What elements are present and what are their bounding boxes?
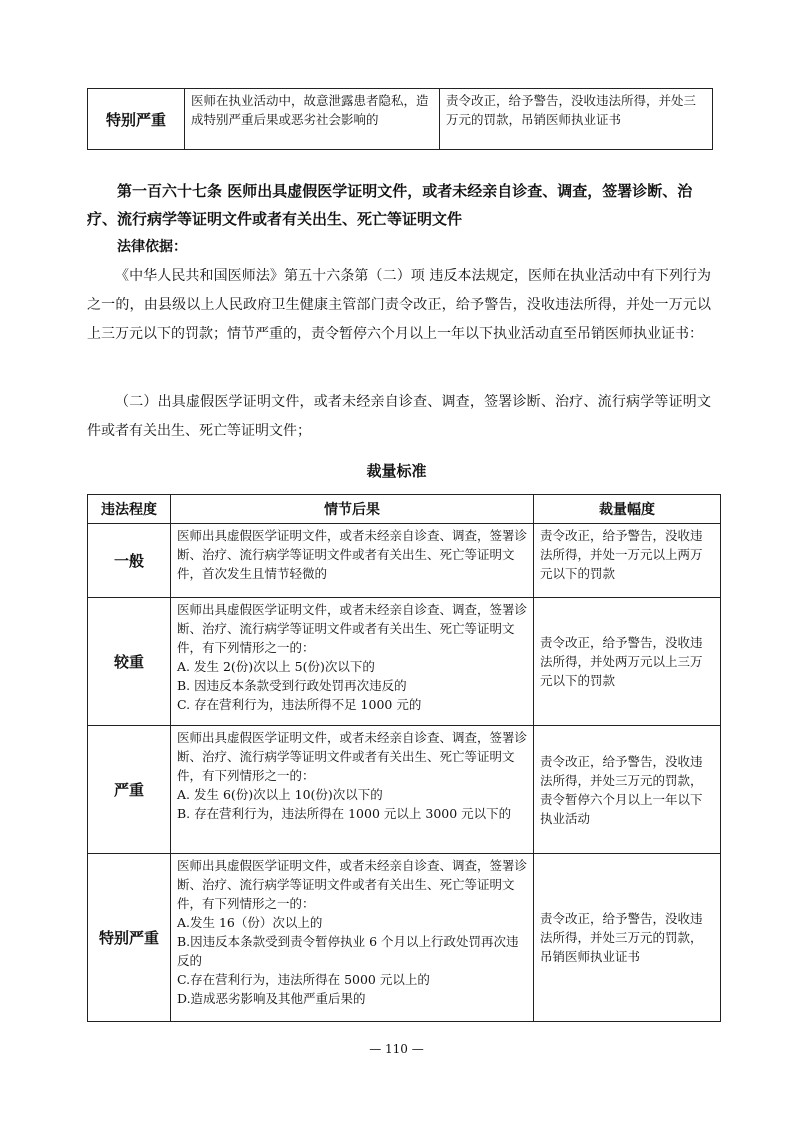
table-header-row — [88, 495, 721, 524]
legal-basis-paragraph: 《中华人民共和国医师法》第五十六条第（二）项 违反本法规定，医师在执业活动中有下列行为之一的，由县级以上人民政府卫生健康主管部门责令改正，给予警告，没收违法所得，并处一万元以上三万元以下的罚款；情节严重的，责令暂停六个月以上一年以下执业活动直至吊销医师执业证书： — [87, 268, 711, 342]
legal-basis-title: 法律依据： — [117, 239, 187, 255]
penalty-text: 责令改正，给予警告，没收违法所得，并处三万元的罚款，责令暂停六个月以上一年以下执业活动 — [534, 726, 721, 854]
condition-item: C.存在营利行为，违法所得在 5000 元以上的 — [177, 972, 430, 987]
condition-item: A. 发生 2(份)次以上 5(份)次以下的 — [177, 659, 375, 674]
severity-level: 特别严重 — [88, 854, 171, 1022]
circumstance-text: 医师出具虚假医学证明文件，或者未经亲自诊查、调查，签署诊断、治疗、流行病学等证明文件或者有关出生、死亡等证明文件，首次发生且情节轻微的 — [177, 528, 528, 581]
standard-title: 裁量标准 — [366, 462, 427, 480]
circumstance-cell — [171, 854, 534, 1022]
circumstance-cell — [171, 524, 534, 598]
discretion-standard-table — [87, 494, 721, 1022]
condition-item: B.因违反本条款受到责令暂停执业 6 个月以上行政处罚再次违反的 — [177, 934, 519, 968]
header-level: 违法程度 — [88, 495, 171, 524]
penalty-text: 责令改正，给予警告，没收违法所得，并处一万元以上两万元以下的罚款 — [534, 524, 721, 598]
condition-item: A.发生 16（份）次以上的 — [177, 915, 323, 930]
table-row — [88, 524, 721, 598]
condition-item: C. 存在营利行为，违法所得不足 1000 元的 — [177, 697, 422, 712]
article-heading: 第一百六十七条 医师出具虚假医学证明文件，或者未经亲自诊查、调查，签署诊断、治疗、流行病学等证明文件或者有关出生、死亡等证明文件 — [87, 182, 693, 228]
header-circumstance: 情节后果 — [171, 495, 534, 524]
penalty-text: 责令改正，给予警告，没收违法所得，并处三万元的罚款，吊销医师执业证书 — [440, 89, 713, 150]
condition-item: D.造成恶劣影响及其他严重后果的 — [177, 991, 366, 1006]
top-continuation-table — [87, 88, 713, 150]
circumstance-cell — [171, 726, 534, 854]
legal-basis-item: （二）出具虚假医学证明文件，或者未经亲自诊查、调查，签署诊断、治疗、流行病学等证明文件或者有关出生、死亡等证明文件； — [87, 394, 711, 439]
page-number: — 110 — — [369, 1042, 424, 1056]
severity-level: 特别严重 — [88, 89, 185, 150]
penalty-text: 责令改正，给予警告，没收违法所得，并处两万元以上三万元以下的罚款 — [534, 598, 721, 726]
penalty-text: 责令改正，给予警告，没收违法所得，并处三万元的罚款，吊销医师执业证书 — [534, 854, 721, 1022]
table-row — [88, 598, 721, 726]
condition-item: B. 因违反本条款受到行政处罚再次违反的 — [177, 678, 407, 693]
circumstance-text: 医师在执业活动中，故意泄露患者隐私，造成特别严重后果或恶劣社会影响的 — [185, 89, 440, 150]
circumstance-text: 医师出具虚假医学证明文件，或者未经亲自诊查、调查，签署诊断、治疗、流行病学等证明文件或者有关出生、死亡等证明文件，有下列情形之一的： — [177, 730, 528, 783]
circumstance-text: 医师出具虚假医学证明文件，或者未经亲自诊查、调查，签署诊断、治疗、流行病学等证明文件或者有关出生、死亡等证明文件，有下列情形之一的： — [177, 858, 528, 911]
table-row — [88, 726, 721, 854]
severity-level: 较重 — [88, 598, 171, 726]
circumstance-text: 医师出具虚假医学证明文件，或者未经亲自诊查、调查，签署诊断、治疗、流行病学等证明文件或者有关出生、死亡等证明文件，有下列情形之一的： — [177, 602, 528, 655]
severity-level: 严重 — [88, 726, 171, 854]
table-row — [88, 854, 721, 1022]
table-row — [88, 89, 713, 150]
condition-item: A. 发生 6(份)次以上 10(份)次以下的 — [177, 787, 383, 802]
condition-item: B. 存在营利行为，违法所得在 1000 元以上 3000 元以下的 — [177, 806, 512, 821]
circumstance-cell — [171, 598, 534, 726]
severity-level: 一般 — [88, 524, 171, 598]
header-penalty: 裁量幅度 — [534, 495, 721, 524]
